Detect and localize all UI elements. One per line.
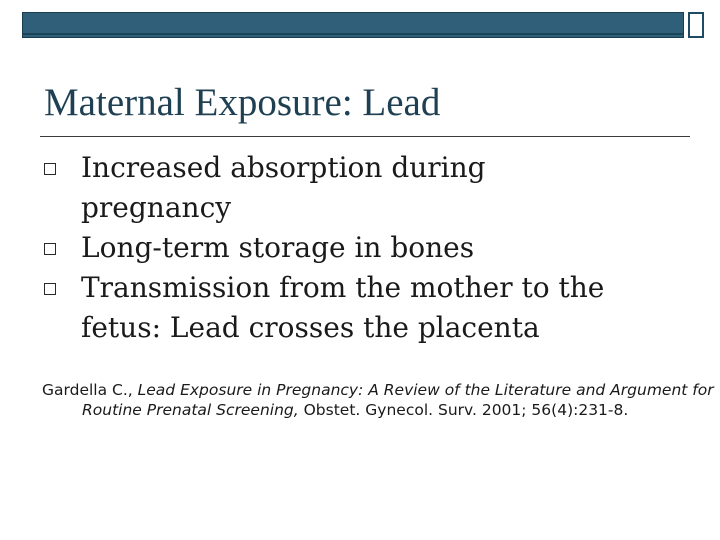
bullet-item — [44, 268, 684, 348]
bullet-text: Increased absorption during pregnancy — [81, 151, 486, 224]
bullet-item — [44, 228, 684, 268]
header-bar — [22, 12, 684, 38]
bullet-list — [44, 148, 684, 348]
square-bullet-icon — [44, 163, 56, 175]
square-bullet-icon — [44, 243, 56, 255]
header-corner-box — [688, 12, 704, 38]
title-divider — [40, 136, 690, 137]
square-bullet-icon — [44, 283, 56, 295]
slide-title: Maternal Exposure: Lead — [44, 81, 441, 124]
citation — [42, 380, 720, 420]
bullet-item — [44, 148, 684, 228]
bullet-text: Long-term storage in bones — [81, 231, 475, 264]
citation-authors: Gardella C., — [42, 381, 133, 399]
citation-source: Obstet. Gynecol. Surv. 2001; 56(4):231-8. — [303, 401, 629, 419]
citation-article-title: Lead Exposure in Pregnancy: A Review of the Literature and Argument for Routine Prenatal Screening, — [82, 381, 714, 419]
bullet-text: Transmission from the mother to the fetus: Lead crosses the placenta — [81, 271, 605, 344]
